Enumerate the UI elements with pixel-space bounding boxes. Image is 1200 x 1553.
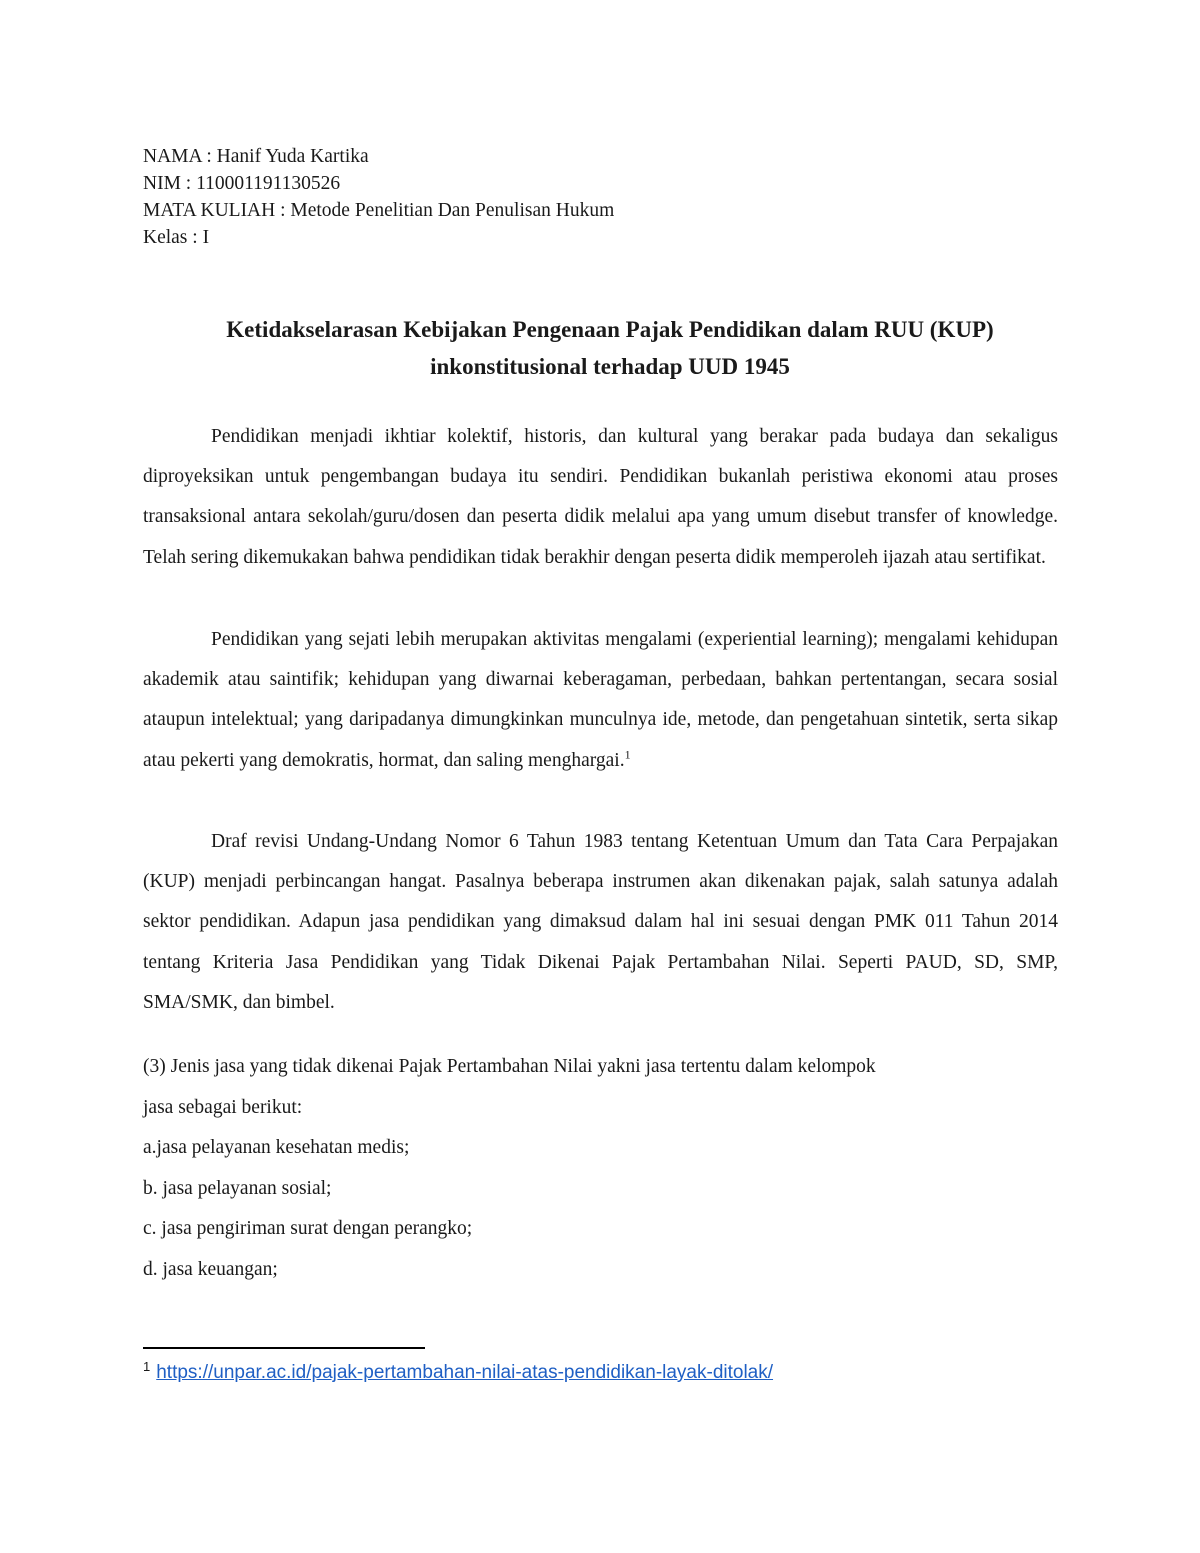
paragraph-2-text: Pendidikan yang sejati lebih merupakan aktivitas mengalami (experiential learning); mengalami kehidupan akademik atau saintifik; kehidupan yang diwarnai keberagaman, perbedaan, bahkan pertentangan, secara sosial ataupun intelektual; yang daripadanya dimungkinkan munculnya ide, metode, dan pengetahuan sintetik, serta sikap atau pekerti yang demokratis, hormat, dan saling menghargai. xyxy=(143,629,1058,771)
list-intro-line-1: (3) Jenis jasa yang tidak dikenai Pajak Pertambahan Nilai yakni jasa tertentu dalam kelompok xyxy=(143,1056,876,1077)
footnote-number: 1 xyxy=(143,1358,151,1374)
paragraph-1-block xyxy=(143,417,1058,578)
list-item: d. jasa keuangan; xyxy=(143,1258,278,1280)
paragraph-2 xyxy=(143,620,1058,781)
title-line-1: Ketidakselarasan Kebijakan Pengenaan Pajak Pendidikan dalam RUU (KUP) xyxy=(226,317,994,342)
list-item: a.jasa pelayanan kesehatan medis; xyxy=(143,1137,410,1158)
course-name: MATA KULIAH : Metode Penelitian Dan Penulisan Hukum xyxy=(143,200,615,221)
list-intro-line-2: jasa sebagai berikut: xyxy=(143,1096,303,1118)
title-line-2: inkonstitusional terhadap UUD 1945 xyxy=(430,354,790,379)
list-item: b. jasa pelayanan sosial; xyxy=(143,1177,332,1199)
footnote-link[interactable]: https://unpar.ac.id/pajak-pertambahan-nilai-atas-pendidikan-layak-ditolak/ xyxy=(156,1362,774,1383)
student-info xyxy=(143,143,614,251)
footnote-reference[interactable]: 1 xyxy=(624,747,631,762)
paragraph-1: Pendidikan menjadi ikhtiar kolektif, historis, dan kultural yang berakar pada budaya dan sekaligus diproyeksikan untuk pengembangan budaya itu sendiri. Pendidikan bukanlah peristiwa ekonomi atau proses transaksional antara sekolah/guru/dosen dan peserta didik melalui apa yang umum disebut transfer of knowledge. Telah sering dikemukakan bahwa pendidikan tidak berakhir dengan peserta didik memperoleh ijazah atau sertifikat. xyxy=(143,426,1058,568)
paragraph-3-block xyxy=(143,822,1058,1023)
paragraph-2-block xyxy=(143,620,1058,781)
service-list xyxy=(143,1047,1058,1290)
paragraph-3: Draf revisi Undang-Undang Nomor 6 Tahun 1983 tentang Ketentuan Umum dan Tata Cara Perpajakan (KUP) menjadi perbincangan hangat. Pasalnya beberapa instrumen akan dikenakan pajak, salah satunya adalah sektor pendidikan. Adapun jasa pendidikan yang dimaksud dalam hal ini sesuai dengan PMK 011 Tahun 2014 tentang Kriteria Jasa Pendidikan yang Tidak Dikenai Pajak Pertambahan Nilai. Seperti PAUD, SD, SMP, SMA/SMK, dan bimbel. xyxy=(143,831,1058,1013)
student-nim: NIM : 110001191130526 xyxy=(143,173,341,194)
footnote-separator xyxy=(143,1347,425,1349)
student-name: NAMA : Hanif Yuda Kartika xyxy=(143,146,369,167)
document-title xyxy=(110,311,1110,385)
class-name: Kelas : I xyxy=(143,227,210,248)
list-item: c. jasa pengiriman surat dengan perangko; xyxy=(143,1218,473,1239)
footnote xyxy=(143,1359,773,1387)
